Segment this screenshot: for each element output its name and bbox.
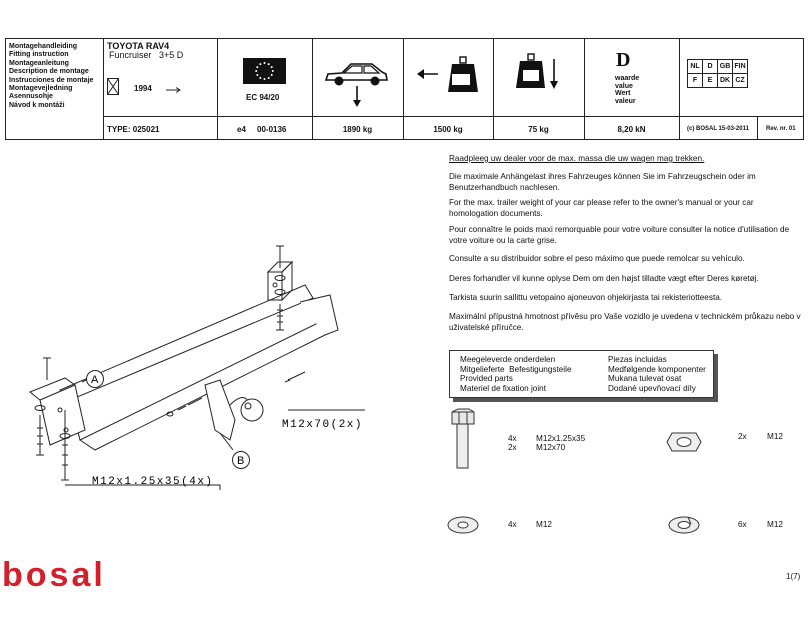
note-es: Consulte a su distribuidor sobre el peso máximo que puede remolcar su vehículo. (449, 254, 745, 263)
parts-box (449, 350, 714, 398)
ec-regulation: EC 94/20 (246, 93, 280, 102)
part-qty: 2x (738, 432, 747, 441)
parts-box-right (608, 355, 706, 393)
approval-number: 00-0136 (257, 125, 287, 134)
d-label-line: Wert (615, 90, 631, 98)
vehicle-model: TOYOTA RAV4 (107, 41, 170, 51)
nut-icon (666, 430, 702, 454)
parts-heading: Mukana tulevat osat (608, 374, 682, 384)
model-year: 1994 (134, 84, 152, 93)
d-value: 8,20 kN (617, 125, 646, 134)
hourglass-icon (107, 78, 119, 95)
trailer-mass: 1500 kg (433, 125, 463, 134)
language-label: Návod k montáži (9, 101, 65, 109)
arrow-right-icon (166, 87, 182, 93)
d-value-letter: D (616, 49, 631, 71)
d-label-line: valeur (615, 97, 636, 105)
note-en: For the max. trailer weight of your car please refer to the owner's manual or your car homologation documents. (449, 198, 754, 218)
car-weight-icon (324, 60, 390, 108)
country-code: NL (688, 60, 703, 74)
part-qty: 4x (508, 520, 517, 529)
language-label: Description de montage (9, 68, 89, 76)
trailer-weight-icon (416, 54, 482, 94)
note-cz: Maximální přípustná hmotnost přívěsu pro Vaše vozidlo je uvedena v technickém průkazu nebo v uživatelské příručce. (449, 312, 801, 332)
language-label: Montageanleitung (9, 59, 69, 67)
label-b: B (237, 455, 245, 467)
language-label: Montagevejledning (9, 85, 73, 93)
d-value-labels (615, 75, 639, 105)
country-code: D (703, 60, 718, 74)
parts-heading: Medfølgende komponenter (608, 364, 706, 374)
language-label: Montagehandleiding (9, 43, 78, 50)
approval-prefix: e4 (237, 125, 246, 134)
part-size: M12 (767, 520, 783, 529)
bolt-icon (449, 408, 477, 470)
vehicle-mass: 1890 kg (342, 125, 373, 134)
country-code: DK (718, 74, 733, 88)
parts-heading: Mitgelieferte Befestigungsteile (460, 364, 572, 374)
vertical-load-icon (514, 51, 564, 91)
vehicle-variant: Funcruiser 3+5 D (109, 50, 184, 60)
part-qty: 6x (738, 520, 747, 529)
part-size: M12 (767, 432, 783, 441)
header-table (5, 38, 804, 140)
parts-heading: Materiel de fixation joint (460, 383, 547, 393)
d-label-line: value (615, 82, 633, 90)
language-label: Fitting instruction (9, 51, 69, 59)
revision: Rev. nr. 01 (766, 126, 796, 132)
language-label: Asennusohje (9, 93, 53, 101)
bolt-label-a: M12x70(2x) (282, 419, 364, 431)
parts-heading: Piezas incluidas (608, 355, 667, 364)
page-number: 1(7) (786, 572, 801, 581)
note-fr: Pour connaître le poids maxi remorquable pour votre voiture consulter la notice d'utilisation de votre voiture ou la carte grise. (449, 225, 790, 245)
parts-box-left (460, 355, 572, 393)
part-qty: 2x (508, 443, 517, 452)
country-code: CZ (733, 74, 748, 88)
towbar-diagram (20, 240, 440, 500)
part-size: M12 (536, 520, 552, 529)
eu-flag-icon (243, 58, 286, 84)
part-size: M12x1.25x35 (536, 434, 586, 443)
part-size: M12x70 (536, 443, 566, 452)
bosal-logo: bosal (2, 556, 106, 594)
note-de: Die maximale Anhängelast ihres Fahrzeuges können Sie im Fahrzeugschein oder im Benutzerhandbuch nachlesen. (449, 172, 756, 192)
country-grid (687, 59, 748, 88)
dealer-note-nl: Raadpleeg uw dealer voor de max. massa die uw wagen mag trekken. (449, 154, 705, 163)
country-code: GB (718, 60, 733, 74)
country-code: FIN (733, 60, 748, 74)
note-fi: Tarkista suurin sallittu vetopaino ajoneuvon ohjekirjasta tai rekisteriotteesta. (449, 293, 723, 302)
spring-washer-icon (666, 514, 702, 536)
language-label: Instrucciones de montaje (9, 76, 94, 84)
country-code: E (703, 74, 718, 88)
note-da: Deres forhandler vil kunne oplyse Dem om den højst tilladte vægt efter Deres køretøj. (449, 274, 759, 283)
vertical-load: 75 kg (528, 125, 549, 134)
bolt-label-b: M12x1.25x35(4x) (92, 476, 214, 488)
part-qty: 4x (508, 434, 517, 443)
parts-heading: Provided parts (460, 374, 513, 384)
washer-icon (446, 515, 480, 535)
d-label-line: waarde (615, 75, 640, 82)
label-a: A (91, 374, 99, 386)
language-list (9, 43, 93, 110)
copyright: (c) BOSAL 15-03-2011 (687, 126, 749, 132)
parts-heading: Meegeleverde onderdelen (460, 355, 556, 364)
country-code: F (688, 74, 703, 88)
type-number: TYPE: 025021 (107, 125, 160, 134)
parts-heading: Dodané upevňovací díly (608, 383, 696, 393)
